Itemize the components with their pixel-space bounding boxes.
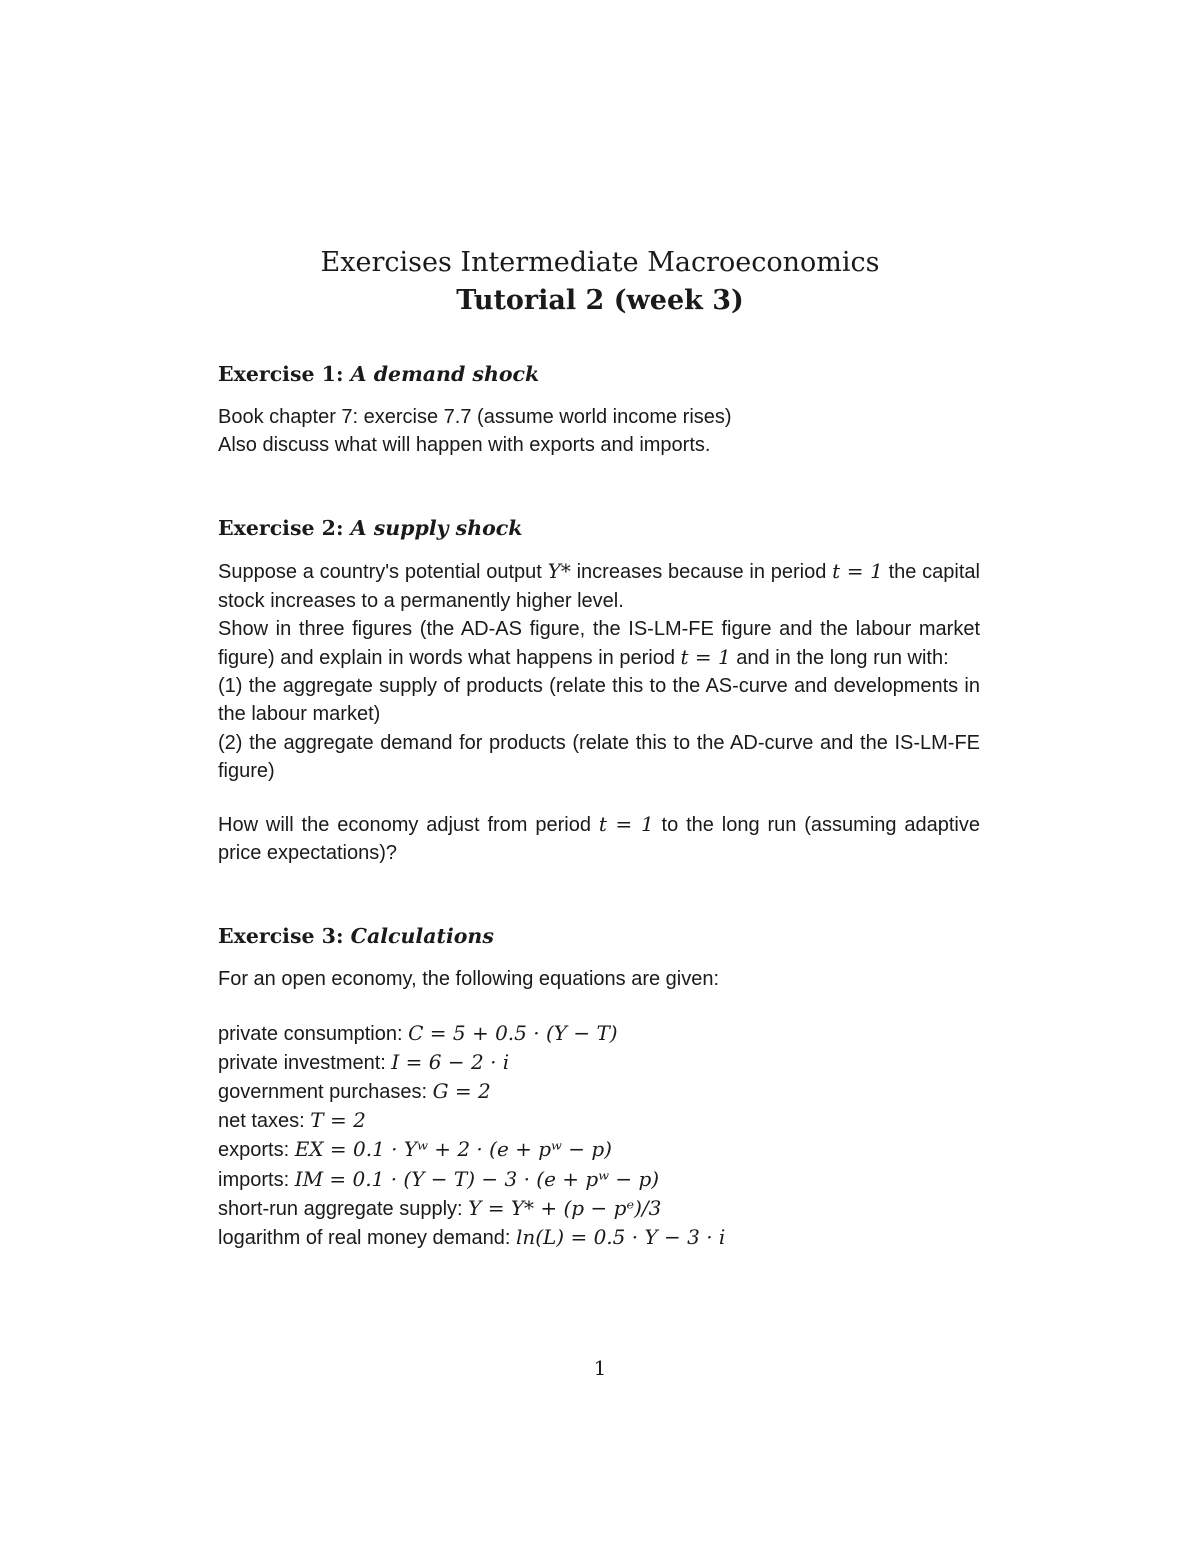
equation-aggregate-supply: short-run aggregate supply: Y = Y* + (p − pᵉ)/3 — [218, 1195, 662, 1220]
equation-list — [218, 1019, 980, 1253]
period-equation: t = 1 — [832, 559, 883, 584]
equation-consumption: private consumption: C = 5 + 0.5 · (Y − T) — [218, 1020, 618, 1045]
exercise-1-line-2: Also discuss what will happen with exports and imports. — [218, 434, 711, 457]
exercise-1-topic: A demand shock — [350, 362, 540, 386]
exercise-3-topic: Calculations — [350, 924, 494, 949]
page-number: 1 — [593, 1356, 607, 1380]
document-body — [218, 360, 980, 1252]
exercise-2-topic: A supply shock — [350, 516, 523, 541]
equation-government: government purchases: G = 2 — [218, 1079, 491, 1104]
exercise-2-heading — [218, 514, 980, 542]
exercise-3-intro: For an open economy, the following equations are given: — [218, 968, 720, 991]
exercise-1-line-1: Book chapter 7: exercise 7.7 (assume world income rises) — [218, 406, 732, 428]
exercise-1-heading — [218, 360, 980, 388]
exercise-2-item-2: (2) the aggregate demand for products (relate this to the AD-curve and the IS-LM-FE figure) — [218, 731, 980, 782]
equation-money-demand: logarithm of real money demand: ln(L) = 0.5 · Y − 3 · i — [218, 1225, 726, 1250]
exercise-1-label: Exercise 1: — [218, 362, 344, 386]
exercise-2-paragraph-2: Show in three figures (the AD-AS figure, the IS-LM-FE figure and the labour market figure) and explain in words what happens in period t = 1 and in the long run with: — [218, 617, 980, 670]
exercise-3 — [218, 922, 980, 1252]
exercise-2 — [218, 514, 980, 867]
title-line-2: Tutorial 2 (week 3) — [456, 285, 744, 316]
exercise-3-heading — [218, 922, 980, 950]
page-title — [0, 244, 1200, 320]
equation-taxes: net taxes: T = 2 — [218, 1108, 366, 1133]
period-equation: t = 1 — [598, 812, 654, 837]
exercise-2-paragraph-1: Suppose a country's potential output Y* increases because in period t = 1 the capital stock increases to a permanently higher level. — [218, 559, 980, 612]
equation-exports: exports: EX = 0.1 · Yʷ + 2 · (e + pʷ − p) — [218, 1137, 612, 1162]
exercise-3-label: Exercise 3: — [218, 924, 344, 949]
exercise-2-question: How will the economy adjust from period t = 1 to the long run (assuming adaptive price expectations)? — [218, 812, 980, 865]
period-equation: t = 1 — [680, 645, 731, 670]
equation-imports: imports: IM = 0.1 · (Y − T) − 3 · (e + pʷ − p) — [218, 1166, 660, 1191]
exercise-2-label: Exercise 2: — [218, 516, 344, 541]
equation-investment: private investment: I = 6 − 2 · i — [218, 1049, 510, 1074]
exercise-2-item-1: (1) the aggregate supply of products (relate this to the AS-curve and developments in the labour market) — [218, 675, 980, 726]
title-line-1: Exercises Intermediate Macroeconomics — [320, 247, 880, 278]
exercise-1 — [218, 360, 980, 459]
potential-output-symbol: Y* — [547, 559, 571, 584]
